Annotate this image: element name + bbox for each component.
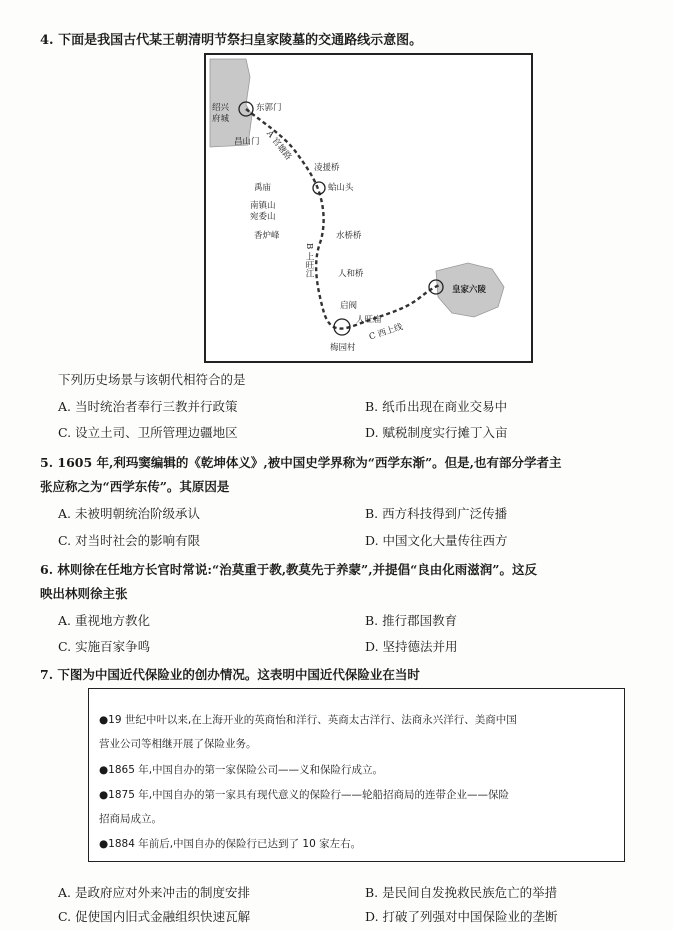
q4-option-a[interactable]: A. 当时统治者奉行三教并行政策: [58, 399, 238, 414]
q4-option-b[interactable]: B. 纸币出现在商业交易中: [365, 399, 508, 414]
map-label-shaoxing: 绍兴府城: [212, 103, 230, 124]
q5-stem-line1: 5. 1605 年,利玛窦编辑的《乾坤体义》,被中国史学界称为“西学东渐”。但是,也有部分学者主: [40, 455, 562, 470]
q6-option-b[interactable]: B. 推行郡国教育: [365, 613, 458, 628]
q7-option-b[interactable]: B. 是民间自发挽救民族危亡的举措: [365, 885, 558, 900]
q7-option-a[interactable]: A. 是政府应对外来冲击的制度安排: [58, 885, 250, 900]
map-label-lingju: 启阀: [340, 301, 358, 311]
q7-box-line4: ●1875 年,中国自办的第一家具有现代意义的保险行——轮船招商局的连带企业——保险: [99, 789, 510, 801]
map-label-shuiqiaoqiao: 水桥桥: [336, 231, 362, 241]
q6-option-a[interactable]: A. 重视地方教化: [58, 613, 150, 628]
map-label-lingyuanqiao: 凌援桥: [314, 163, 340, 173]
q4-stem: 4. 下面是我国古代某王朝清明节祭扫皇家陵墓的交通路线示意图。: [40, 33, 423, 48]
q4-prompt: 下列历史场景与该朝代相符合的是: [58, 372, 246, 387]
q7-option-d[interactable]: D. 打破了列强对中国保险业的垄断: [365, 909, 558, 924]
map-label-imperial-tombs: 皇家六陵: [452, 285, 487, 295]
q4-option-d[interactable]: D. 赋税制度实行摊丁入亩: [365, 425, 508, 440]
q6-stem-line2: 映出林则徐主张: [40, 586, 128, 601]
map-label-wanweishan: 宛委山: [250, 212, 276, 222]
q7-stem: 7. 下图为中国近代保险业的创办情况。这表明中国近代保险业在当时: [40, 667, 420, 682]
q5-option-d[interactable]: D. 中国文化大量传往西方: [365, 533, 508, 548]
q7-box-line5: 招商局成立。: [99, 813, 162, 825]
map-label-route-a: A 官塘路: [264, 129, 294, 163]
q5-stem-line2: 张应称之为“西学东传”。其原因是: [40, 479, 230, 494]
map-label-route-c: C 西上线: [368, 322, 405, 343]
route-map: [204, 53, 533, 363]
q6-stem-line1: 6. 林则徐在任地方长官时常说:“治莫重于教,教莫先于养蒙”,并提倡“良由化雨滋润”。这反: [40, 562, 537, 577]
q5-option-b[interactable]: B. 西方科技得到广泛传播: [365, 506, 508, 521]
q7-box-line3: ●1865 年,中国自办的第一家保险公司——义和保险行成立。: [99, 764, 384, 776]
q6-option-c[interactable]: C. 实施百家争鸣: [58, 639, 151, 654]
map-label-changshanmen: 昌山门: [234, 137, 260, 147]
q6-option-d[interactable]: D. 坚持德法并用: [365, 639, 458, 654]
q4-option-c[interactable]: C. 设立土司、卫所管理边疆地区: [58, 425, 238, 440]
map-label-renwangmiao: 人旺庙: [356, 315, 382, 325]
map-label-xianglufeng: 香炉峰: [254, 231, 280, 241]
q7-option-c[interactable]: C. 促使国内旧式金融组织快速瓦解: [58, 909, 251, 924]
q7-box-line2: 营业公司等相继开展了保险业务。: [99, 738, 257, 750]
map-label-yumiao: 禹庙: [254, 183, 272, 193]
q5-option-c[interactable]: C. 对当时社会的影响有限: [58, 533, 201, 548]
map-label-gechuantou: 蛤山头: [328, 183, 354, 193]
map-label-dongguomen: 东郭门: [256, 103, 282, 113]
map-label-route-b: B 上旺江: [304, 243, 314, 278]
map-label-meiyuancun: 梅园村: [330, 343, 356, 353]
q7-box-line6: ●1884 年前后,中国自办的保险行已达到了 10 家左右。: [99, 838, 362, 850]
q7-box-line1: ●19 世纪中叶以来,在上海开业的英商怡和洋行、英商太古洋行、法商永兴洋行、美商中国: [99, 714, 517, 726]
map-label-nanzhenshan: 南镇山: [250, 201, 276, 211]
q5-option-a[interactable]: A. 未被明朝统治阶级承认: [58, 506, 200, 521]
q7-info-box: [88, 688, 625, 862]
map-label-renhe-qiao: 人和桥: [338, 269, 364, 279]
